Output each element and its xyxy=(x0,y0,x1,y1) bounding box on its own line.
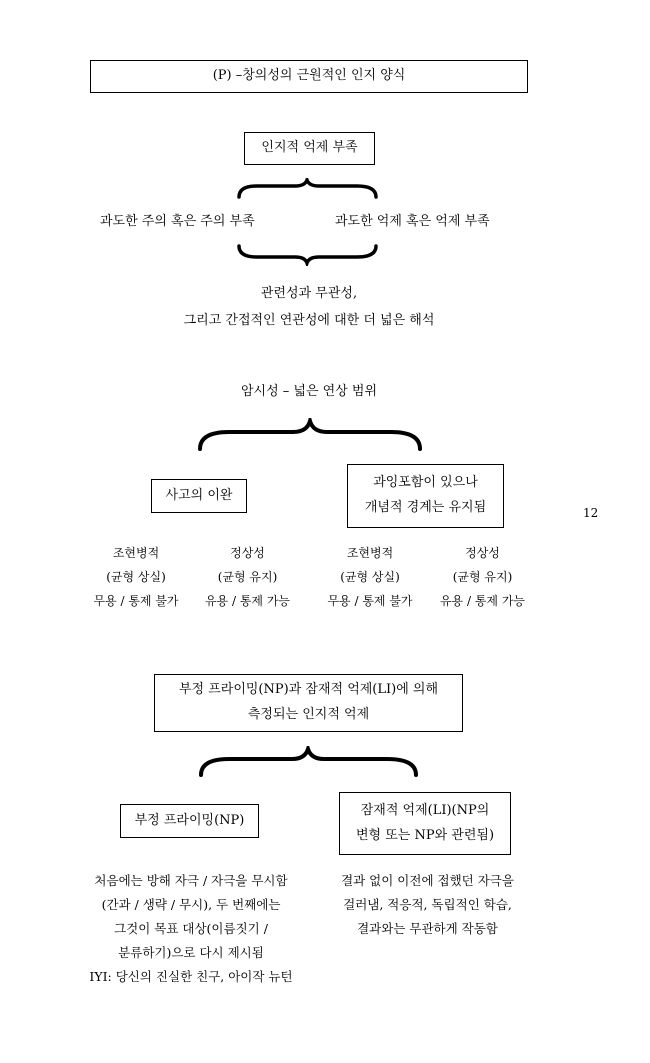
curly-brace-up-1 xyxy=(235,242,380,266)
latent-inhibition-box xyxy=(339,792,511,855)
title-box xyxy=(90,60,528,93)
curly-brace-down-3 xyxy=(196,746,421,778)
curly-brace-down-1 xyxy=(235,178,380,200)
measured-inhibition-line-1: 부정 프라이밍(NP)과 잠재적 억제(LI)에 의해 xyxy=(178,682,439,698)
summary-line-1: 관련성과 무관성, xyxy=(260,286,358,301)
cognitive-inhibition-deficit-box xyxy=(244,132,375,165)
overinclusion-box xyxy=(347,464,504,528)
cognitive-inhibition-deficit-label: 인지적 억제 부족 xyxy=(261,140,358,156)
excessive-attention-label: 과도한 주의 혹은 주의 부족 xyxy=(100,214,255,229)
np-desc-line-1: 처음에는 방해 자극 / 자극을 무시함 xyxy=(94,873,288,888)
negative-priming-label: 부정 프라이밍(NP) xyxy=(134,812,245,828)
overinclusion-line-2: 개념적 경계는 유지됨 xyxy=(364,500,487,515)
overinclusion-line-1: 과잉포함이 있으나 xyxy=(373,475,478,491)
negative-priming-description xyxy=(78,869,304,989)
outcome-col2-line3: 유용 / 통제 가능 xyxy=(204,594,291,608)
latent-inhibition-line-1: 잠재적 억제(LI)(NP의 xyxy=(360,802,490,818)
latent-inhibition-line-2: 변형 또는 NP와 관련됨) xyxy=(355,827,495,843)
outcome-col4-line2: (균형 유지) xyxy=(452,570,513,584)
outcome-col3-line3: 무용 / 통제 불가 xyxy=(327,594,413,608)
title-text: (P) –창의성의 근원적인 인지 양식 xyxy=(212,68,406,84)
outcome-col1-line1: 조현병적 xyxy=(112,546,160,560)
outcome-col3-line1: 조현병적 xyxy=(346,546,394,560)
loosening-of-thought-label: 사고의 이완 xyxy=(165,487,233,503)
np-desc-line-5: IYI: 당신의 진실한 친구, 아이작 뉴턴 xyxy=(89,969,293,984)
outcome-col1-line3: 무용 / 통제 불가 xyxy=(93,594,179,608)
loosening-of-thought-box xyxy=(151,479,247,513)
li-desc-line-1: 결과 없이 이전에 접했던 자극을 xyxy=(341,873,514,888)
outcome-column-2 xyxy=(195,541,300,613)
outcome-col4-line1: 정상성 xyxy=(465,546,500,560)
li-desc-line-2: 걸러냄, 적응적, 독립적인 학습, xyxy=(343,897,512,912)
outcome-column-3 xyxy=(320,541,420,613)
suggestibility-heading: 암시성 – 넓은 연상 범위 xyxy=(240,384,378,399)
page-number: 12 xyxy=(583,506,599,520)
outcome-col2-line1: 정상성 xyxy=(230,546,265,560)
outcome-col2-line2: (균형 유지) xyxy=(217,570,278,584)
outcome-column-1 xyxy=(86,541,186,613)
negative-priming-box xyxy=(120,804,259,838)
outcome-col1-line2: (균형 상실) xyxy=(106,570,166,584)
np-desc-line-4: 분류하기)으로 다시 제시됨 xyxy=(118,945,264,960)
np-desc-line-3: 그것이 목표 대상(이름짓기 / xyxy=(114,921,268,936)
latent-inhibition-description xyxy=(320,869,535,941)
outcome-col4-line3: 유용 / 통제 가능 xyxy=(439,594,526,608)
np-desc-line-2: (간과 / 생략 / 무시), 두 번째에는 xyxy=(101,897,281,912)
measured-inhibition-box xyxy=(154,674,463,732)
excessive-inhibition-label: 과도한 억제 혹은 억제 부족 xyxy=(335,214,490,229)
li-desc-line-3: 결과와는 무관하게 작동함 xyxy=(357,921,498,936)
measured-inhibition-line-2: 측정되는 인지적 억제 xyxy=(247,707,370,722)
outcome-col3-line2: (균형 상실) xyxy=(340,570,400,584)
curly-brace-down-2 xyxy=(195,418,425,452)
summary-line-2: 그리고 간접적인 연관성에 대한 더 넓은 해석 xyxy=(183,313,435,328)
outcome-column-4 xyxy=(430,541,535,613)
